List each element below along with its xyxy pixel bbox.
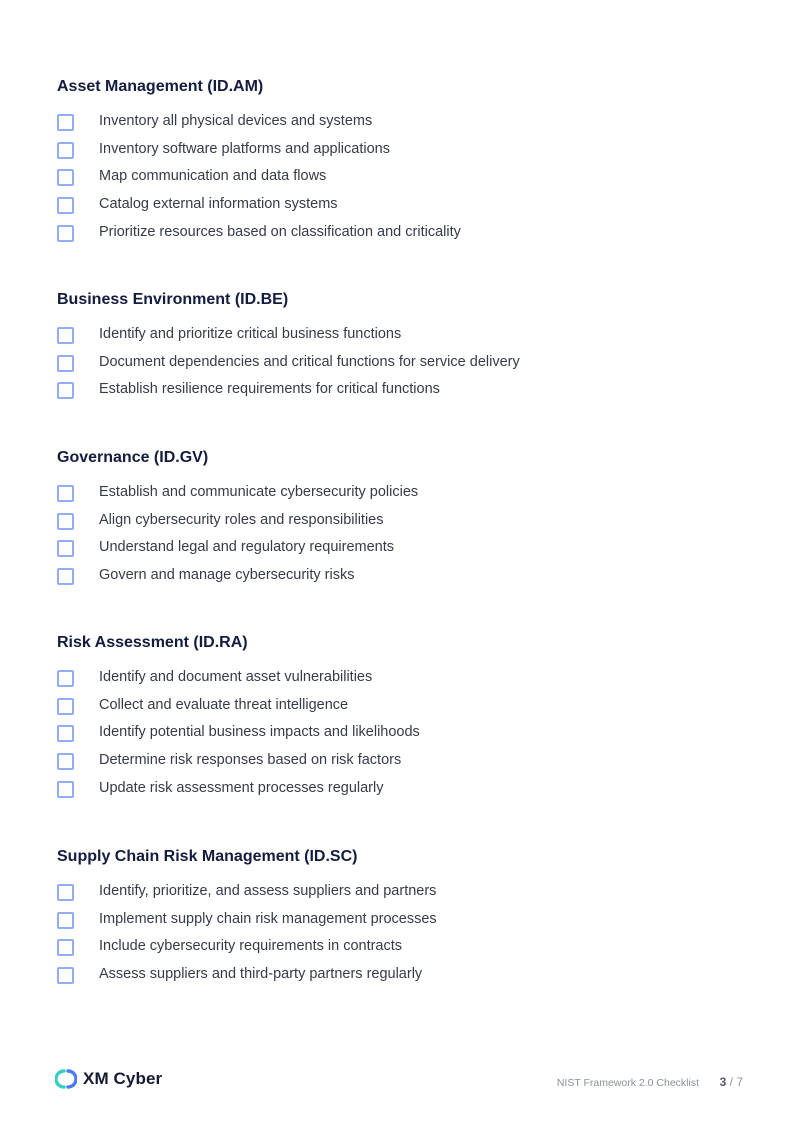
item-label: Document dependencies and critical functions for service delivery: [99, 353, 520, 370]
checklist: [57, 478, 757, 589]
page-footer: [0, 1066, 800, 1096]
total-pages: / 7: [729, 1075, 743, 1089]
checklist-item: [57, 376, 757, 404]
item-label: Inventory all physical devices and systems: [99, 112, 373, 129]
checklist-item: [57, 663, 757, 691]
empty-checkbox-icon[interactable]: [57, 197, 74, 214]
empty-checkbox-icon[interactable]: [57, 725, 74, 742]
item-label: Identify potential business impacts and likelihoods: [99, 724, 420, 741]
section-title: Business Environment (ID.BE): [57, 291, 289, 308]
page-number: [720, 1075, 743, 1089]
checklist-item: [57, 478, 757, 506]
checklist-item: [57, 135, 757, 163]
checklist-item: [57, 348, 757, 376]
checklist-item: [57, 719, 757, 747]
checklist: [57, 107, 757, 246]
empty-checkbox-icon[interactable]: [57, 540, 74, 557]
empty-checkbox-icon[interactable]: [57, 327, 74, 344]
item-label: Implement supply chain risk management processes: [99, 910, 437, 927]
item-label: Include cybersecurity requirements in contracts: [99, 938, 403, 955]
empty-checkbox-icon[interactable]: [57, 355, 74, 372]
item-label: Identify and document asset vulnerabilities: [99, 668, 373, 685]
item-label: Identify, prioritize, and assess suppliers and partners: [99, 882, 437, 899]
empty-checkbox-icon[interactable]: [57, 568, 74, 585]
empty-checkbox-icon[interactable]: [57, 753, 74, 770]
empty-checkbox-icon[interactable]: [57, 513, 74, 530]
checklist: [57, 877, 757, 988]
empty-checkbox-icon[interactable]: [57, 169, 74, 186]
section-governance: [57, 448, 757, 589]
xm-cyber-logo-icon: [55, 1069, 77, 1089]
checklist-item: [57, 877, 757, 905]
empty-checkbox-icon[interactable]: [57, 939, 74, 956]
item-label: Update risk assessment processes regularly: [99, 780, 384, 797]
empty-checkbox-icon[interactable]: [57, 884, 74, 901]
item-label: Determine risk responses based on risk factors: [99, 752, 402, 769]
section-supply-chain: [57, 847, 757, 988]
empty-checkbox-icon[interactable]: [57, 485, 74, 502]
checklist-item: [57, 691, 757, 719]
checklist-item: [57, 506, 757, 534]
section-business-environment: [57, 290, 757, 403]
item-label: Prioritize resources based on classification and criticality: [99, 224, 461, 241]
item-label: Assess suppliers and third-party partners regularly: [99, 966, 423, 983]
document-title: NIST Framework 2.0 Checklist: [556, 1077, 699, 1089]
item-label: Catalog external information systems: [99, 196, 338, 213]
section-title: Supply Chain Risk Management (ID.SC): [57, 848, 358, 865]
empty-checkbox-icon[interactable]: [57, 781, 74, 798]
item-label: Understand legal and regulatory requirements: [99, 539, 395, 556]
empty-checkbox-icon[interactable]: [57, 382, 74, 399]
section-risk-assessment: [57, 633, 757, 802]
checklist-item: [57, 534, 757, 562]
item-label: Identify and prioritize critical business functions: [99, 325, 402, 342]
checklist-item: [57, 320, 757, 348]
checklist: [57, 663, 757, 802]
logo-text: XM Cyber: [83, 1069, 163, 1088]
empty-checkbox-icon[interactable]: [57, 698, 74, 715]
xm-cyber-logo[interactable]: [55, 1069, 162, 1089]
checklist-item: [57, 746, 757, 774]
current-page-number: 3: [719, 1075, 727, 1089]
section-title: Asset Management (ID.AM): [57, 78, 264, 95]
empty-checkbox-icon[interactable]: [57, 967, 74, 984]
empty-checkbox-icon[interactable]: [57, 912, 74, 929]
checklist-item: [57, 561, 757, 589]
empty-checkbox-icon[interactable]: [57, 142, 74, 159]
empty-checkbox-icon[interactable]: [57, 114, 74, 131]
item-label: Establish and communicate cybersecurity policies: [99, 483, 419, 500]
empty-checkbox-icon[interactable]: [57, 225, 74, 242]
item-label: Map communication and data flows: [99, 168, 327, 185]
checklist-item: [57, 190, 757, 218]
item-label: Align cybersecurity roles and responsibilities: [99, 511, 384, 528]
item-label: Govern and manage cybersecurity risks: [99, 567, 355, 584]
checklist-item: [57, 218, 757, 246]
section-title: Governance (ID.GV): [57, 449, 209, 466]
item-label: Collect and evaluate threat intelligence: [99, 696, 349, 713]
checklist: [57, 320, 757, 403]
empty-checkbox-icon[interactable]: [57, 670, 74, 687]
checklist-item: [57, 905, 757, 933]
checklist-item: [57, 960, 757, 988]
item-label: Inventory software platforms and applications: [99, 140, 390, 157]
item-label: Establish resilience requirements for critical functions: [99, 381, 440, 398]
checklist-item: [57, 774, 757, 802]
section-title: Risk Assessment (ID.RA): [57, 634, 248, 651]
checklist-item: [57, 107, 757, 135]
section-asset-management: [57, 77, 757, 246]
checklist-item: [57, 163, 757, 191]
checklist-item: [57, 933, 757, 961]
